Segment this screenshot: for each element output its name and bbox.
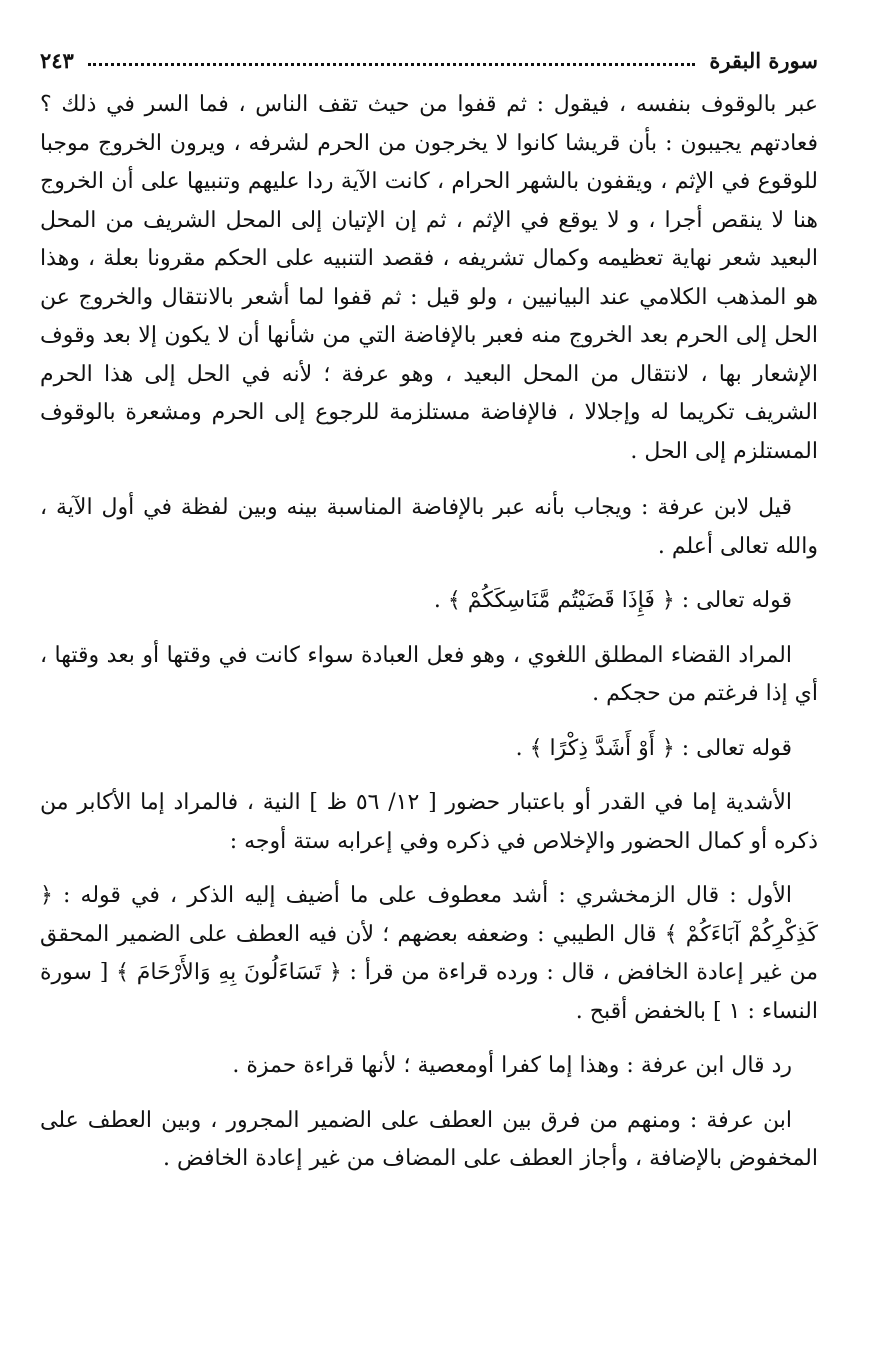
page-header <box>40 40 818 80</box>
paragraph-6: رد قال ابن عرفة : وهذا إما كفرا أومعصية ؛ لأنها قراءة حمزة . <box>232 1053 792 1078</box>
paragraph-7: ابن عرفة : ومنهم من فرق بين العطف على الضمير المجرور ، وبين العطف على المخفوض بالإضافة ، وأجاز العطف على المضاف من غير إعادة الخافض . <box>40 1107 818 1171</box>
surah-title: سورة البقرة <box>709 47 818 73</box>
verse-heading-1: قوله تعالى : ﴿ فَإِذَا قَضَيْتُم مَّنَاسِكَكُمْ ﴾ . <box>433 588 792 613</box>
paragraph-4: الأشدية إما في القدر أو باعتبار حضور [ ١٢/ ٥٦ ظ ] النية ، فالمراد إما الأكابر من ذكره أو كمال الحضور والإخلاص في ذكره وفي إعرابه ستة أوجه : <box>40 790 818 854</box>
paragraph-2: قيل لابن عرفة : ويجاب بأنه عبر بالإفاضة المناسبة بينه وبين لفظة في أول الآية ، والله تعالى أعلم . <box>40 495 818 559</box>
paragraph-5: الأول : قال الزمخشري : أشد معطوف على ما أضيف إليه الذكر ، في قوله : ﴿ كَذِكْرِكُمْ آبَاءَكُمْ ﴾ قال الطيبي : وضعفه بعضهم ؛ لأن فيه العطف على الضمير المحقق من غير إعادة الخافض ، قال : ورده قراءة من قرأ : ﴿ تَسَاءَلُونَ بِهِ وَالأَرْحَامَ ﴾ [ سورة النساء : ١ ] بالخفض أقبح . <box>40 883 818 1024</box>
verse-heading-2: قوله تعالى : ﴿ أَوْ أَشَدَّ ذِكْرًا ﴾ . <box>515 735 792 761</box>
paragraph-3: المراد القضاء المطلق اللغوي ، وهو فعل العبادة سواء كانت في وقتها أو بعد وقتها ، أي إذا فرغتم من حجكم . <box>40 642 818 706</box>
header-dotted-leader <box>88 63 695 66</box>
paragraph-1: عبر بالوقوف بنفسه ، فيقول : ثم قفوا من حيث تقف الناس ، فما السر في ذلك ؟ فعادتهم يجيبون : بأن قريشا كانوا لا يخرجون من الحرم لشرفه ، ويرون الخروج موجبا للوقوع في الإثم ، ويقفون بالشهر الحرام ، كانت الآية ردا عليهم وتنبيها على أن الخروج هنا لا ينقص أجرا ، و لا يوقع في الإثم ، ثم إن الإتيان إلى المحل الشريف من المحل البعيد شعر نهاية تعظيمه وكمال تشريفه ، فقصد التنبيه على الحكم مقرونا بعلة ، وهذا هو المذهب الكلامي عند البيانيين ، ولو قيل : ثم قفوا لما أشعر بالانتقال والخروج عن الحل إلى الحرم بعد الخروج منه فعبر بالإفاضة التي من شأنها أن لا يكون إلا بعد وقوف الإشعار بها ، لانتقال من المحل البعيد ، وهو عرفة ؛ لأنه في الحل إلى هذا الحرم الشريف تكريما له وإجلالا ، فالإفاضة مستلزمة للرجوع إلى الحرم ومشعرة بالوقوف المستلزم إلى الحل . <box>40 92 818 464</box>
page-number: ٢٤٣ <box>40 47 74 73</box>
